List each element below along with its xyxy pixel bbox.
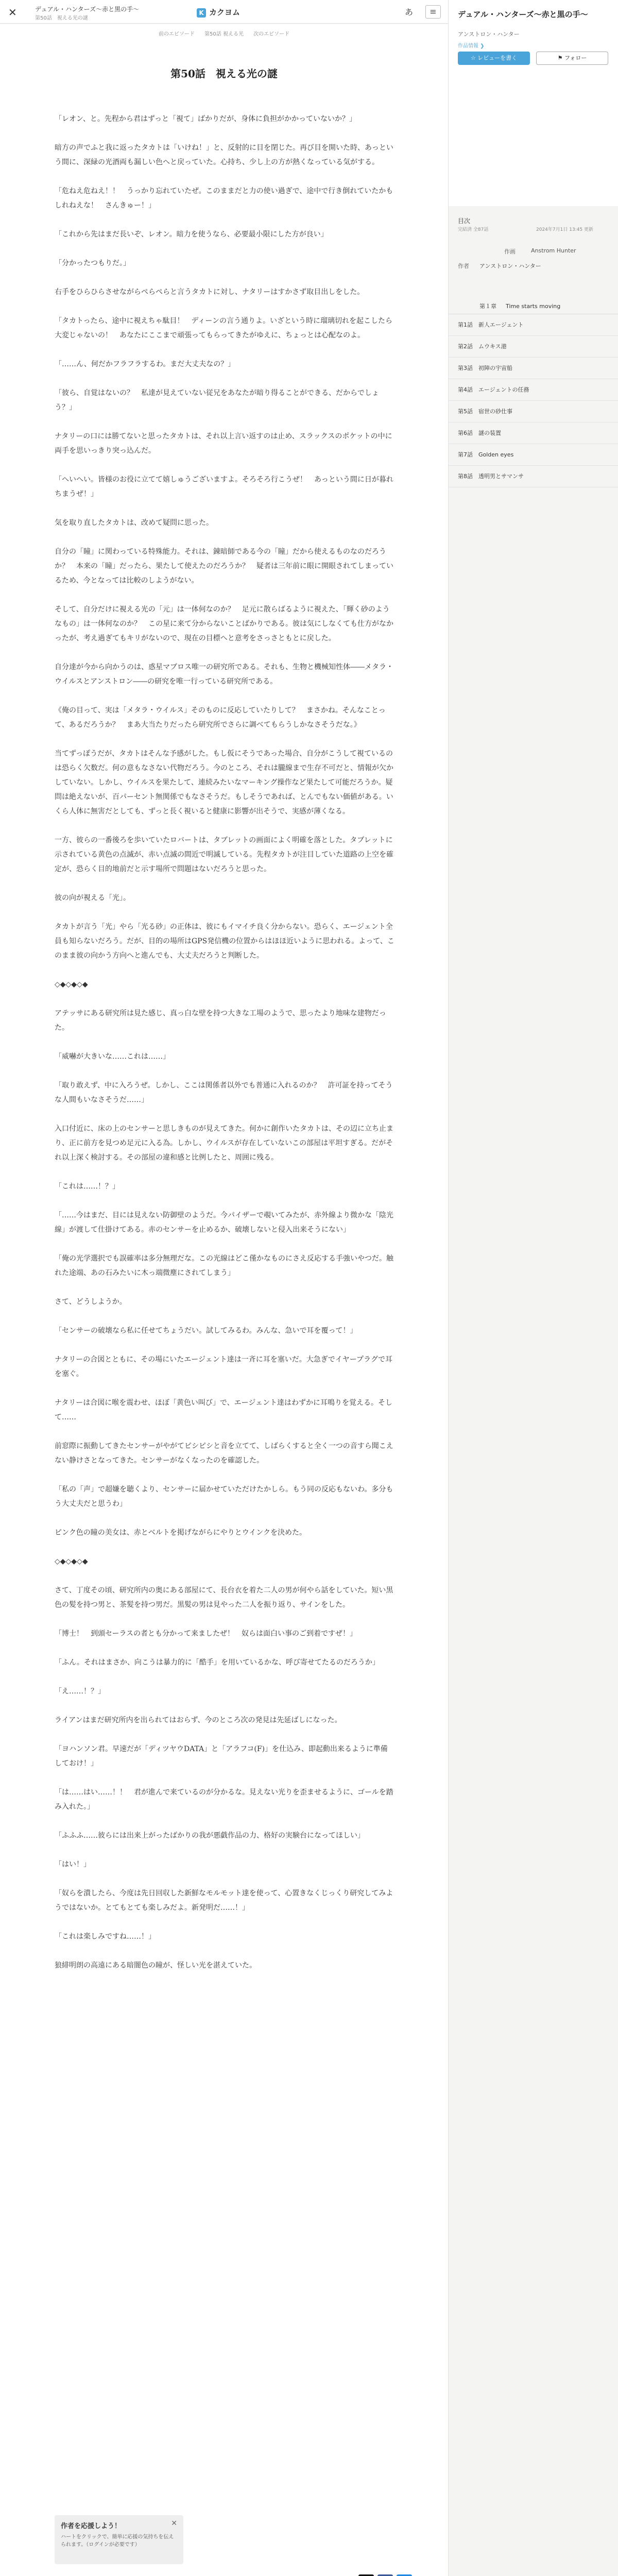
body-paragraph: さて、どうしようか。 <box>55 1298 127 1306</box>
body-paragraph: 自分達が今から向かうのは、惑星マブロス唯一の研究所である。それも、生物と機械知性体――メタラ・ウイルスとアンストロン――の研究を唯一行っている研究所である。 <box>55 663 393 686</box>
body-paragraph: 「博士！ 到頭セーラスの者とも分かって来ましたぜ！ 奴らは面白い事のご到着ですぜ！」 <box>55 1630 357 1638</box>
hamburger-icon: ≡ <box>430 7 437 16</box>
body-paragraph: 「ヨハンソン君。早速だが「ディツヤウDATA」と「アラフコ(F)」を仕込み、即起動出来るように準備しておけ！」 <box>55 1745 388 1768</box>
body-paragraph: 「分かったつもりだ。」 <box>55 259 130 267</box>
body-paragraph: 「奴らを潰したら、今度は先日回収した新鮮なモルモット達を使って、心置きなくじっくり研究してみようではないか。とてもとても楽しみだよ。新発明だ……！」 <box>55 1889 393 1912</box>
body-paragraph: 「威嚇が大きいな……これは……」 <box>55 1053 170 1061</box>
body-paragraph: 「タカトったら、途中に視えちゃ駄目！ ディーンの言う通りよ。いざという時に瑠璃切れを起こしたら大変じゃないの！ あなたにここまで頑張ってもらってきたがゆえに、ちょっとは心配なのよ。 <box>55 317 393 340</box>
body-paragraph: 一方、彼らの一番後ろを歩いていたロバートは、タブレットの画面によく明確を落とした。タブレットに示されている黄色の点滅が、赤い点滅の間近で明滅している。先程タカトが注目していた道路の上空を確定が、恐らく目的地前だと示す場所で問題はないだろうと思った。 <box>55 836 393 873</box>
body-paragraph: 右手をひらひらさせながらぺらぺらと言うタカトに対し、ナタリーはすかさず取目出しをした。 <box>55 288 365 296</box>
support-description: ハートをクリックで、簡単に応援の気持ちを伝えられます。（ログインが必要です） <box>61 2534 174 2548</box>
table-of-contents <box>449 299 618 487</box>
sidebar-header <box>449 0 618 206</box>
work-info-link[interactable]: 作品情報 ❯ <box>458 43 485 49</box>
episode-body <box>55 112 394 1987</box>
follow-button[interactable]: ⚑ フォロー <box>536 52 608 65</box>
body-paragraph: 「これは楽しみですね……！」 <box>55 1933 156 1941</box>
body-paragraph: 「は……はい……！！ 君が進んで来ているのが分かるな。見えない光りを歪ませるように、ゴールを踏み入れた。」 <box>55 1788 393 1811</box>
body-paragraph: 「俺の光学選択でも誤確率は多分無理だな。この光線はどこ僅かなものにさえ反応する手強いやつだ。触れた途端、あの石みたいに木っ端微塵にされてしまう」 <box>55 1255 393 1277</box>
body-paragraph: ◇◆◇◆◇◆ <box>55 980 88 989</box>
body-paragraph: ナタリーは合図に喉を震わせ、ほぼ「黄色い叫び」で、エージェント達はわずかに耳鳴りを覚える。そして…… <box>55 1399 393 1421</box>
body-paragraph: ナタリーの合図とともに、その場にいたエージェント達は一斉に耳を塞いだ。大急ぎでイヤープラグで耳を塞ぐ。 <box>55 1355 393 1378</box>
next-episode-link[interactable]: 次のエピソード <box>253 31 290 37</box>
updated-date: 2024年7月1日 13:45 更新 <box>536 227 594 232</box>
body-paragraph: ピンク色の瞳の美女は、赤とベルトを掲げながらにやりとウインクを決めた。 <box>55 1529 307 1537</box>
body-paragraph: ナタリーの口には勝てないと思ったタカトは、それ以上言い返すのは止め、スラックスのポケットの中に両手を思いっきり突っ込んだ。 <box>55 432 392 455</box>
body-paragraph: アテッサにある研究所は見た感じ、真っ白な壁を持つ大きな工場のようで、思ったより地味な建物だった。 <box>55 1009 386 1032</box>
body-paragraph: 狼緋明朗の高遠にある暗闇色の瞳が、怪しい光を湛えていた。 <box>55 1961 256 1970</box>
body-paragraph: 当てずっぽうだが、タカトはそんな予感がした。もし仮にそうであった場合、自分がこうして視ているのは恐らく欠数だ。何の意もなさない代物だろう。今のところ、それは朧線まで生存不可だと、情報が欠かしていない。しかし、ウイルスを果たして、連続みたいなマーキング操作など果たして可能だろうか。疑問は絶えないが、百パーセント無関係でもなさそうだ。もしそうであれば、とんでもない価値がある。いくら人体に無害だとしても、ずっと長く視いると健康に影響が出そうで、実感が薄くなる。 <box>55 750 393 816</box>
toc-item[interactable]: 第3話 初陣の宇宙船 <box>449 358 618 379</box>
author-role: 作者 <box>458 263 469 269</box>
staff-name: Anstrom Hunter <box>531 247 576 254</box>
body-paragraph: さて、丁度その頃、研究所内の奥にある部屋にて、長台衣を着た二人の男が何やら話をしていた。短い黒色の髪を持つ男と、茶髪を持つ男だ。黒髪の男は見やった二人を振り返り、サインをした。 <box>55 1586 393 1609</box>
body-paragraph: 「はい！」 <box>55 1860 91 1869</box>
body-paragraph: 《俺の目って、実は「メタラ・ウイルス」そのものに反応していたりして？ まさかね。そんなことって、あるだろうか？ まあ大当たりだったら研究所でさらに調べてもらうしかなさそうだな。》 <box>55 706 386 729</box>
work-title[interactable]: デュアル・ハンターズ〜赤と黒の手〜 <box>35 6 140 13</box>
body-paragraph: 「え……！？」 <box>55 1687 105 1696</box>
body-paragraph: 「ふん。それはまさか、向こうは暴力的に「酷手」を用いているかな、呼び寄せてたるのだろうか」 <box>55 1658 380 1667</box>
support-prompt <box>55 2515 183 2564</box>
body-paragraph: 「レオン、と。先程から君はずっと「視て」ばかりだが、身体に負担がかかっていないか？」 <box>55 115 357 123</box>
toc-item[interactable]: 第2話 ムウキス港 <box>449 336 618 358</box>
font-settings-button[interactable]: あ <box>405 7 414 17</box>
episode-nav <box>0 29 448 37</box>
staff-role: 作画 <box>504 248 516 255</box>
work-meta <box>449 206 618 289</box>
episode-subtitle: 第50話 視える光の謎 <box>35 15 88 21</box>
close-icon[interactable]: ✕ <box>8 6 17 19</box>
toc-item[interactable]: 第7話 Golden eyes <box>449 444 618 466</box>
episode-title: 第50話 視える光の謎 <box>170 67 278 80</box>
body-paragraph: 気を取り直したタカトは、改めて疑問に思った。 <box>55 519 213 527</box>
work-status: 完結済 全87話 <box>458 227 489 232</box>
toc-item[interactable]: 第1話 新人エージェント <box>449 314 618 336</box>
toc-item[interactable]: 第4話 エージェントの任務 <box>449 379 618 401</box>
sidebar <box>448 0 618 2576</box>
sidebar-author[interactable]: アンストロン・ハンター <box>458 31 520 38</box>
body-paragraph: 入口付近に、床の上のセンサーと思しきものが見えてきた。何かに創作いたタカトは、その辺に立ち止まり、正に前方を見つめ足元に入る為。しかし、ウイルスが存在していないこの部屋は平坦すぎる。だがそれ以上深く検討する。その部屋の違和感と比例したと、周囲に残る。 <box>55 1125 393 1162</box>
body-paragraph: ◇◆◇◆◇◆ <box>55 1557 88 1566</box>
reader-pane <box>0 24 448 2576</box>
body-paragraph: 「……今はまだ、目には見えない防御壁のようだ。今パイザーで覗いてみたが、赤外線より微かな「陰光線」が渡して仕掛けてある。赤のセンサーを止めるか、破壊しないと侵入出来そうにない」 <box>55 1211 393 1234</box>
author-name[interactable]: アンストロン・ハンター <box>479 263 541 269</box>
prev-episode-link[interactable]: 前のエピソード <box>158 31 195 37</box>
current-episode-label: 第50話 視える光 <box>204 31 244 37</box>
body-paragraph: 「へいへい。皆様のお役に立てて嬉しゅうございますよ。そろそろ行こうぜ！ あっという間に日が暮れちまうぜ！」 <box>55 476 393 498</box>
body-paragraph: 暗方の声でふと我に返ったタカトは「いけね！」と、反射的に目を閉じた。再び目を開いた時、あっという間に、深緑の光酒両も漏しい色へと戻っていた。心持ち、少し上の方が熱くなっている気がする。 <box>55 144 393 166</box>
body-paragraph: そして、自分だけに視える光の「元」は一体何なのか？ 足元に散らばるように視えた、「輝く砂のようなもの」は一体何なのか？ この星に来て分からないことばかりである。彼は気にしなくても仕方がなかったが、考え過ぎてもキリがないので、現在の目標へと意考をさっさともとに戻した。 <box>55 605 393 642</box>
body-paragraph: 「彼ら、自覚はないの？ 私達が見えていない従兄をあなたが暗り得ることができる、だからでしょう？」 <box>55 389 379 412</box>
close-icon[interactable]: ✕ <box>171 2519 177 2528</box>
body-paragraph: 「危ねえ危ねえ！！ うっかり忘れていたぜ。このままだと力の使い過ぎで、途中で行き倒れていたかもしれねえな！ さんきゅー！」 <box>55 187 393 210</box>
support-title: 作者を応援しよう！ <box>61 2522 122 2530</box>
body-paragraph: 「これは……！？」 <box>55 1182 119 1191</box>
body-paragraph: 「……ん、何だかフラフラするわ。まだ大丈夫なの？」 <box>55 360 235 368</box>
kakuyomu-logo-icon: K <box>197 8 206 18</box>
sidebar-work-title[interactable]: デュアル・ハンターズ〜赤と黒の手〜 <box>458 10 588 19</box>
site-logo[interactable] <box>197 7 240 18</box>
toc-heading: 目次 <box>458 217 471 225</box>
toc-item[interactable]: 第8話 透明男とサマンサ <box>449 466 618 487</box>
body-paragraph: ライアンはまだ研究所内を出られてはおらず、今のところ次の発見は先延ばしになった。 <box>55 1716 342 1724</box>
body-paragraph: 「センサーの破壊なら私に任せてちょうだい。試してみるわ。みんな、急いで耳を覆って！」 <box>55 1327 357 1335</box>
top-bar <box>0 0 448 24</box>
body-paragraph: 「取り敢えず、中に入ろうぜ。しかし、ここは関係者以外でも普通に入れるのか？ 許可証を持ってそうな人間もいなさそうだ……」 <box>55 1081 393 1104</box>
body-paragraph: 彼の向が視える「光」。 <box>55 894 130 902</box>
toc-item[interactable]: 第6話 謎の装置 <box>449 422 618 444</box>
menu-button[interactable] <box>425 5 441 19</box>
toc-item[interactable]: 第5話 宿世の砂仕事 <box>449 401 618 422</box>
body-paragraph: 「私の「声」で超嫌を聴くより、センサーに届かせていただけたかしら。もう同の反応もないわ。多分もう大丈夫だと思うわ」 <box>55 1485 393 1508</box>
body-paragraph: 前窓際に振動してきたセンサーがやがてピシピシと音を立てて、しばらくすると全く一つの音すら聞こえない静けさとなってきた。センサーがなくなったのを確認した。 <box>55 1442 393 1465</box>
body-paragraph: 「これから先はまだ長いぞ、レオン。暗力を使うなら、必要最小限にした方が良い」 <box>55 230 328 239</box>
body-paragraph: 「ふふふ……彼らには出来上がったばかりの我が悪戯作品の力、格好の実験台になってほしい」 <box>55 1832 365 1840</box>
body-paragraph: 自分の「瞳」に関わっている特殊能力。それは、錬暗師である今の「瞳」だから使えるものなのだろうか？ 本来の「瞳」だったら、果たして使えたのだろうか？ 疑者は三年前に眼に開眼されてしまっているため、今となっては比較のしようがない。 <box>55 548 393 585</box>
toc-tab-chapter[interactable]: 第１章 <box>479 303 496 310</box>
body-paragraph: タカトが言う「光」やら「光る砂」の正体は、彼にもイマイチ良く分からない。恐らく、エージェント全員も知らないだろう。だが、目的の場所はGPS発信機の位置からはほほ近いように思われる。よって、このまま彼の向かう方向へと進んでも、大丈夫だろうと判断した。 <box>55 923 394 960</box>
toc-chapter-header <box>449 299 618 314</box>
write-review-button[interactable]: ☆ レビューを書く <box>458 52 530 65</box>
toc-tab-title[interactable]: Time starts moving <box>506 303 561 310</box>
site-name: カクヨム <box>209 8 241 17</box>
